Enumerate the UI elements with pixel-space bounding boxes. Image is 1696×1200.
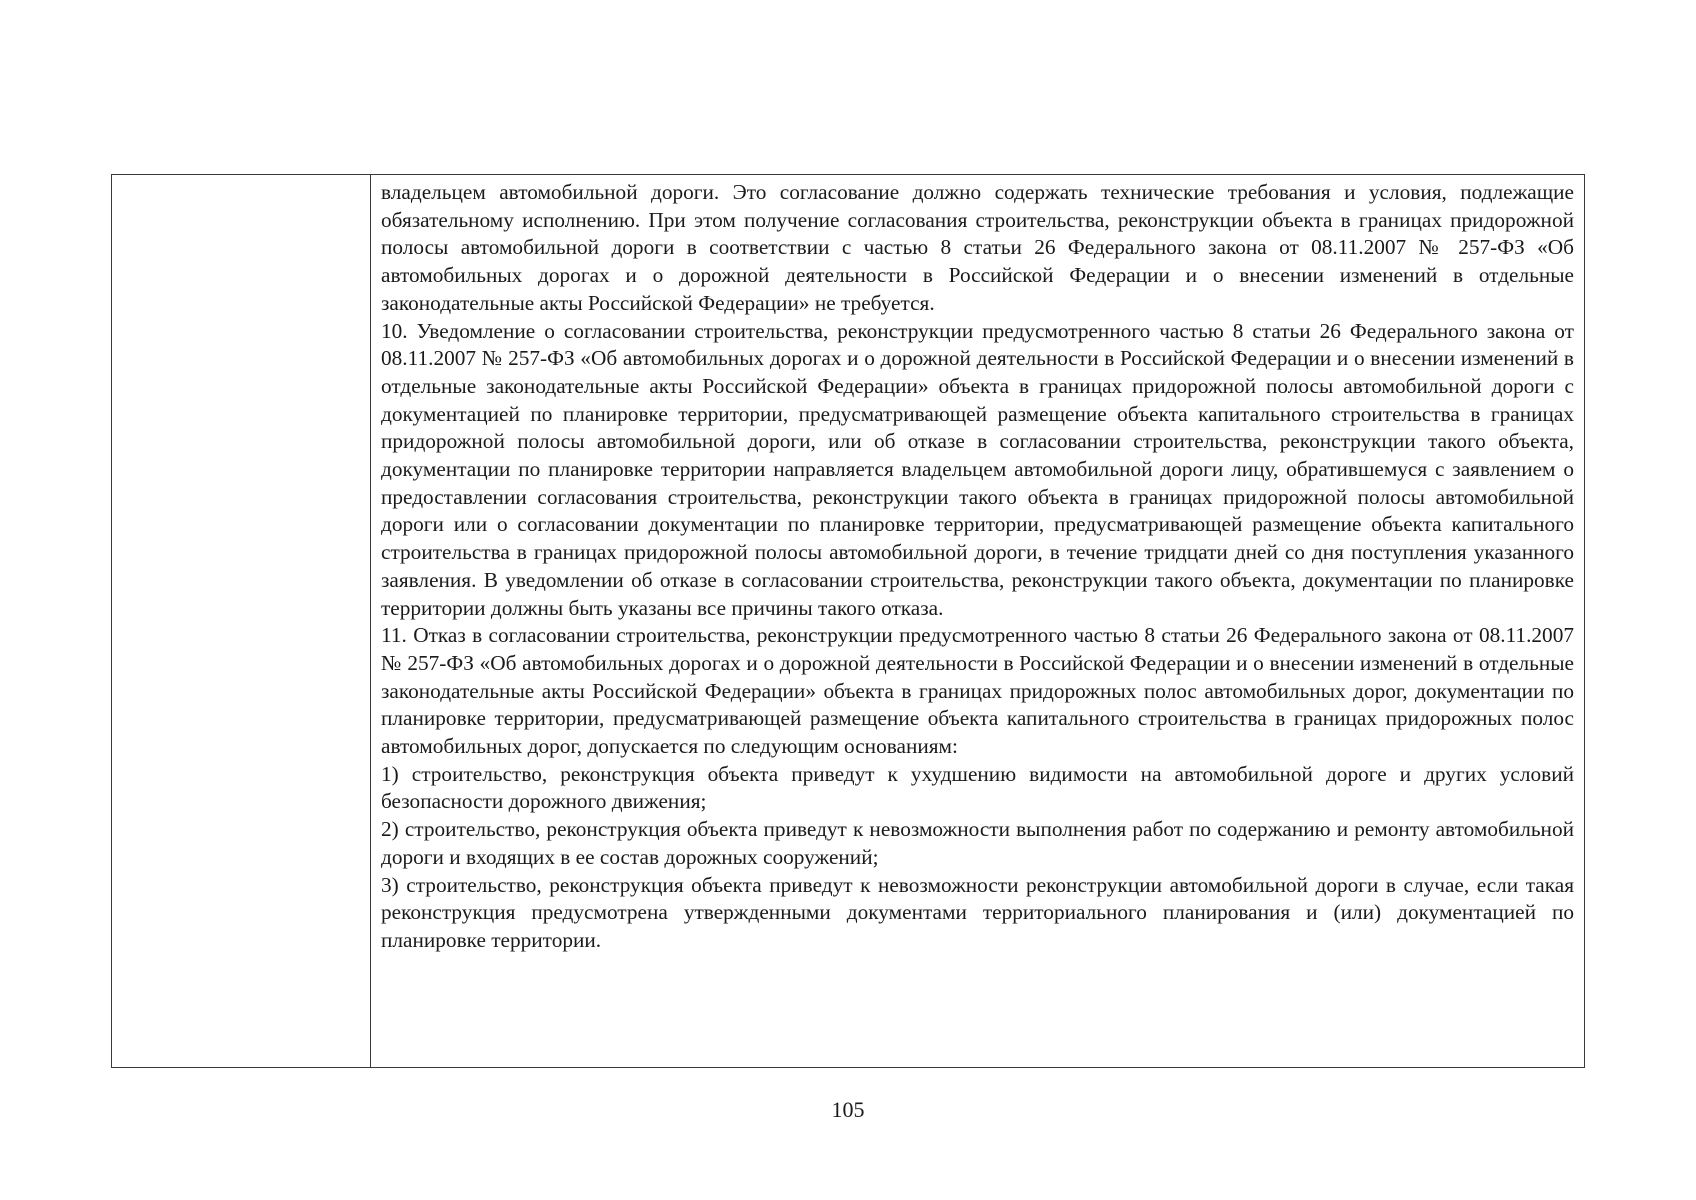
page-number: 105: [831, 1097, 865, 1122]
paragraph-ground-1: 1) строительство, реконструкция объекта приведут к ухудшению видимости на автомобильной дороге и других условий безопасности дорожного движения;: [381, 761, 1574, 814]
paragraph-continuation: владельцем автомобильной дороги. Это согласование должно содержать технические требования и условия, подлежащие обязательному исполнению. При этом получение согласования строительства, реконструкции объекта в границах придорожной полосы автомобильной дороги в соответствии с частью 8 статьи 26 Федерального закона от 08.11.2007 № 257-ФЗ «Об автомобильных дорогах и о дорожной деятельности в Российской Федерации и о внесении изменений в отдельные законодательные акты Российской Федерации» не требуется.: [381, 180, 1574, 315]
table-right-column: [371, 175, 1584, 1067]
document-table: [111, 174, 1585, 1068]
paragraph-item-11: 11. Отказ в согласовании строительства, реконструкции предусмотренного частью 8 статьи 26 Федерального закона от 08.11.2007 № 257-ФЗ «Об автомобильных дорогах и о дорожной деятельности в Российской Федерации и о внесении изменений в отдельные законодательные акты Российской Федерации» объекта в границах придорожных полос автомобильных дорог, документации по планировке территории, предусматривающей размещение объекта капитального строительства в границах придорожных полос автомобильных дорог, допускается по следующим основаниям:: [381, 623, 1574, 759]
table-left-column: [112, 175, 371, 1067]
paragraph-item-10: 10. Уведомление о согласовании строительства, реконструкции предусмотренного частью 8 статьи 26 Федерального закона от 08.11.2007 № 257-ФЗ «Об автомобильных дорогах и о дорожной деятельности в Российской Федерации и о внесении изменений в отдельные законодательные акты Российской Федерации» объекта в границах придорожной полосы автомобильной дороги с документацией по планировке территории, предусматривающей размещение объекта капитального строительства в границах придорожной полосы автомобильной дороги, или об отказе в согласовании строительства, реконструкции такого объекта, документации по планировке территории направляется владельцем автомобильной дороги лицу, обратившемуся с заявлением о предоставлении согласования строительства, реконструкции такого объекта в границах придорожной полосы автомобильной дороги или о согласовании документации по планировке территории, предусматривающей размещение объекта капитального строительства в границах придорожной полосы автомобильной дороги, в течение тридцати дней со дня поступления указанного заявления. В уведомлении об отказе в согласовании строительства, реконструкции такого объекта, документации по планировке территории должны быть указаны все причины такого отказа.: [381, 318, 1574, 620]
paragraph-ground-3: 3) строительство, реконструкция объекта приведут к невозможности реконструкции автомобильной дороги в случае, если такая реконструкция предусмотрена утвержденными документами территориального планирования и (или) документацией по планировке территории.: [381, 872, 1574, 952]
paragraph-ground-2: 2) строительство, реконструкция объекта приведут к невозможности выполнения работ по содержанию и ремонту автомобильной дороги и входящих в ее состав дорожных сооружений;: [381, 817, 1574, 869]
